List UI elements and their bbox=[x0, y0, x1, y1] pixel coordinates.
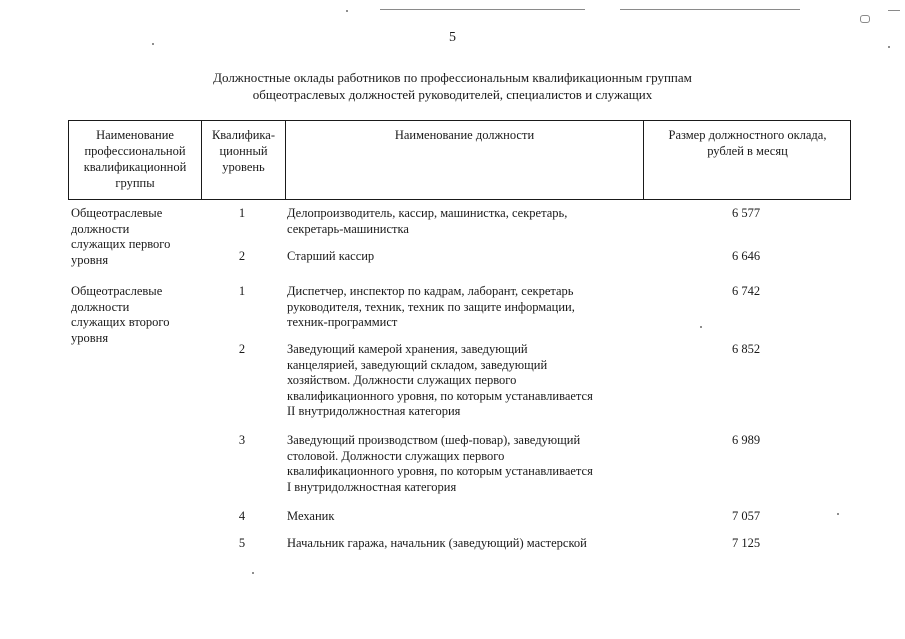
position-line: квалификационного уровня, по которым устанавливается bbox=[287, 464, 593, 478]
row-level: 2 bbox=[238, 249, 246, 263]
header-position bbox=[286, 127, 643, 143]
header-group bbox=[69, 127, 201, 191]
group-name-line: уровня bbox=[71, 252, 109, 267]
position-line: техник-программист bbox=[287, 315, 398, 329]
scan-line bbox=[888, 10, 900, 11]
table-header bbox=[68, 120, 851, 200]
group-name-line: должности bbox=[71, 221, 130, 236]
header-line: Размер должностного оклада, bbox=[668, 128, 827, 142]
header-level bbox=[202, 127, 285, 175]
group-name-line: Общеотраслевые bbox=[71, 284, 163, 298]
row-salary: 6 989 bbox=[731, 433, 761, 447]
position-line: Начальник гаража, начальник (заведующий) мастерской bbox=[287, 536, 587, 550]
group-name-line: служащих первого bbox=[71, 237, 171, 251]
group-name-line: служащих второго bbox=[71, 315, 170, 329]
row-position bbox=[287, 206, 639, 237]
scan-speck bbox=[888, 46, 890, 48]
scan-line bbox=[620, 9, 800, 10]
position-line: Старший кассир bbox=[287, 249, 375, 263]
row-level: 1 bbox=[238, 284, 246, 298]
row-salary: 7 125 bbox=[731, 536, 761, 550]
position-line: II внутридолжностная категория bbox=[287, 404, 461, 418]
position-line: Заведующий производством (шеф-повар), заведующий bbox=[287, 433, 581, 447]
group-name-line: должности bbox=[71, 299, 130, 314]
position-line: хозяйством. Должности служащих первого bbox=[287, 373, 517, 387]
header-line: Наименование должности bbox=[394, 128, 535, 142]
header-line: ционный bbox=[219, 144, 268, 158]
position-line: I внутридолжностная категория bbox=[287, 479, 457, 494]
row-salary: 7 057 bbox=[731, 509, 761, 523]
header-line: группы bbox=[115, 176, 155, 190]
group-name-line: Общеотраслевые bbox=[71, 206, 163, 220]
position-line: канцелярией, заведующий складом, заведующий bbox=[287, 357, 548, 372]
row-salary: 6 852 bbox=[731, 342, 761, 356]
title-line: общеотраслевых должностей руководителей, специалистов и служащих bbox=[252, 87, 653, 102]
position-line: столовой. Должности служащих первого bbox=[287, 448, 505, 463]
position-line: руководителя, техник, техник по защите информации, bbox=[287, 299, 575, 314]
position-line: квалификационного уровня, по которым устанавливается bbox=[287, 388, 593, 403]
position-line: Заведующий камерой хранения, заведующий bbox=[287, 342, 528, 356]
position-line: Диспетчер, инспектор по кадрам, лаборант, секретарь bbox=[287, 284, 574, 298]
scan-mark bbox=[860, 15, 870, 23]
row-salary: 6 577 bbox=[731, 206, 761, 220]
position-line: секретарь-машинистка bbox=[287, 221, 409, 236]
row-salary: 6 742 bbox=[731, 284, 761, 298]
row-position bbox=[287, 509, 639, 525]
page-number: 5 bbox=[449, 30, 456, 45]
scan-line bbox=[380, 9, 585, 10]
row-salary: 6 646 bbox=[731, 249, 761, 263]
position-line: Механик bbox=[287, 509, 335, 523]
row-level: 4 bbox=[238, 509, 246, 523]
scan-speck bbox=[837, 513, 839, 515]
scan-speck bbox=[700, 326, 702, 328]
group-name-line: уровня bbox=[71, 330, 109, 345]
row-position bbox=[287, 536, 639, 552]
title-line: Должностные оклады работников по профессиональным квалификационным группам bbox=[213, 70, 692, 85]
header-line: квалификационной bbox=[83, 160, 187, 174]
header-line: уровень bbox=[222, 160, 265, 174]
header-line: Квалифика- bbox=[211, 128, 276, 142]
row-level: 5 bbox=[238, 536, 246, 550]
scan-speck bbox=[252, 572, 254, 574]
header-salary bbox=[644, 127, 851, 159]
row-position bbox=[287, 433, 639, 495]
header-line: профессиональной bbox=[84, 144, 186, 158]
row-position bbox=[287, 342, 639, 420]
position-line: Делопроизводитель, кассир, машинистка, секретарь, bbox=[287, 206, 568, 220]
row-level: 3 bbox=[238, 433, 246, 447]
row-position bbox=[287, 284, 639, 331]
document-title bbox=[0, 69, 905, 103]
row-level: 2 bbox=[238, 342, 246, 356]
row-level: 1 bbox=[238, 206, 246, 220]
group-name bbox=[71, 206, 199, 268]
scan-speck bbox=[346, 10, 348, 12]
group-name bbox=[71, 284, 199, 346]
header-line: рублей в месяц bbox=[707, 144, 788, 158]
row-position bbox=[287, 249, 639, 265]
header-line: Наименование bbox=[96, 128, 174, 142]
